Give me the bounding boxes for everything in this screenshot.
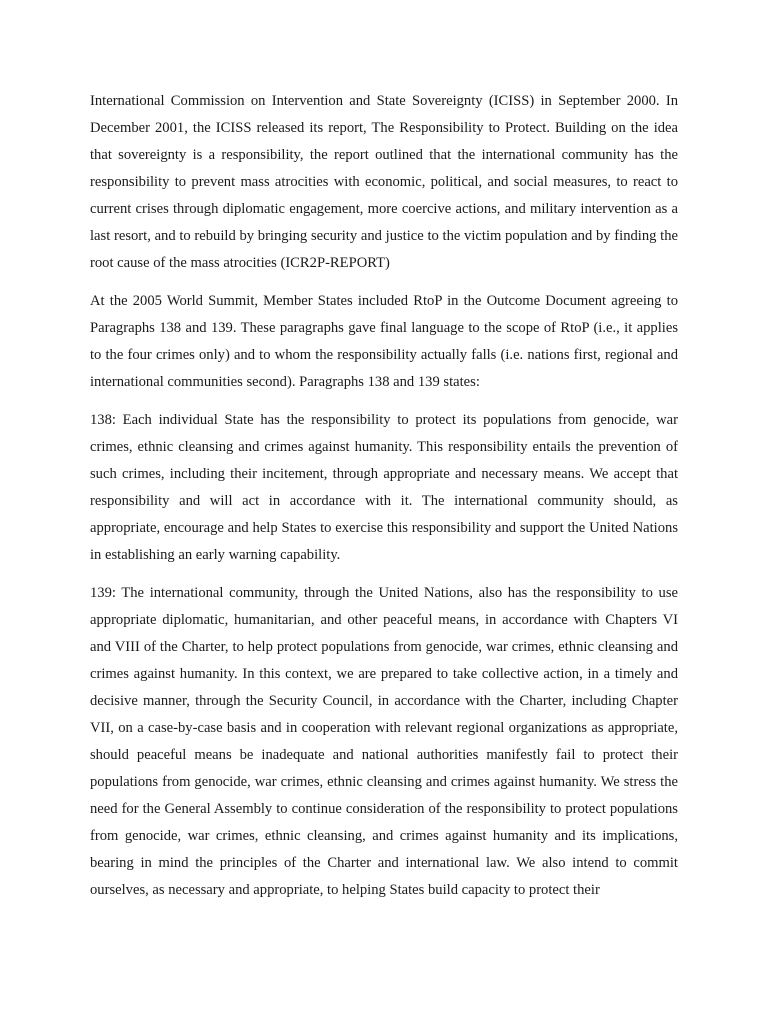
- paragraph-139: 139: The international community, through the United Nations, also has the responsibility to use appropriate diplomatic, humanitarian, and other peaceful means, in accordance with Chapters VI and VIII of the Charter, to help protect populations from genocide, war crimes, ethnic cleansing and crimes against humanity. In this context, we are prepared to take collective action, in a timely and decisive manner, through the Security Council, in accordance with the Charter, including Chapter VII, on a case-by-case basis and in cooperation with relevant regional organizations as appropriate, should peaceful means be inadequate and national authorities manifestly fail to protect their populations from genocide, war crimes, ethnic cleansing and crimes against humanity. We stress the need for the General Assembly to continue consideration of the responsibility to protect populations from genocide, war crimes, ethnic cleansing, and crimes against humanity and its implications, bearing in mind the principles of the Charter and international law. We also intend to commit ourselves, as necessary and appropriate, to helping States build capacity to protect their: [90, 585, 678, 898]
- paragraph-world-summit: At the 2005 World Summit, Member States included RtoP in the Outcome Document agreeing to Paragraphs 138 and 139. These paragraphs gave final language to the scope of RtoP (i.e., it applies to the four crimes only) and to whom the responsibility actually falls (i.e. nations first, regional and international communities second). Paragraphs 138 and 139 states:: [90, 293, 678, 390]
- paragraph-138: 138: Each individual State has the responsibility to protect its populations from genocide, war crimes, ethnic cleansing and crimes against humanity. This responsibility entails the prevention of such crimes, including their incitement, through appropriate and necessary means. We accept that responsibility and will act in accordance with it. The international community should, as appropriate, encourage and help States to exercise this responsibility and support the United Nations in establishing an early warning capability.: [90, 412, 678, 563]
- document-page: [90, 88, 678, 915]
- paragraph-iciss-report: International Commission on Intervention and State Sovereignty (ICISS) in September 2000. In December 2001, the ICISS released its report, The Responsibility to Protect. Building on the idea that sovereignty is a responsibility, the report outlined that the international community has the responsibility to prevent mass atrocities with economic, political, and social measures, to react to current crises through diplomatic engagement, more coercive actions, and military intervention as a last resort, and to rebuild by bringing security and justice to the victim population and by finding the root cause of the mass atrocities (ICR2P-REPORT): [90, 93, 678, 271]
